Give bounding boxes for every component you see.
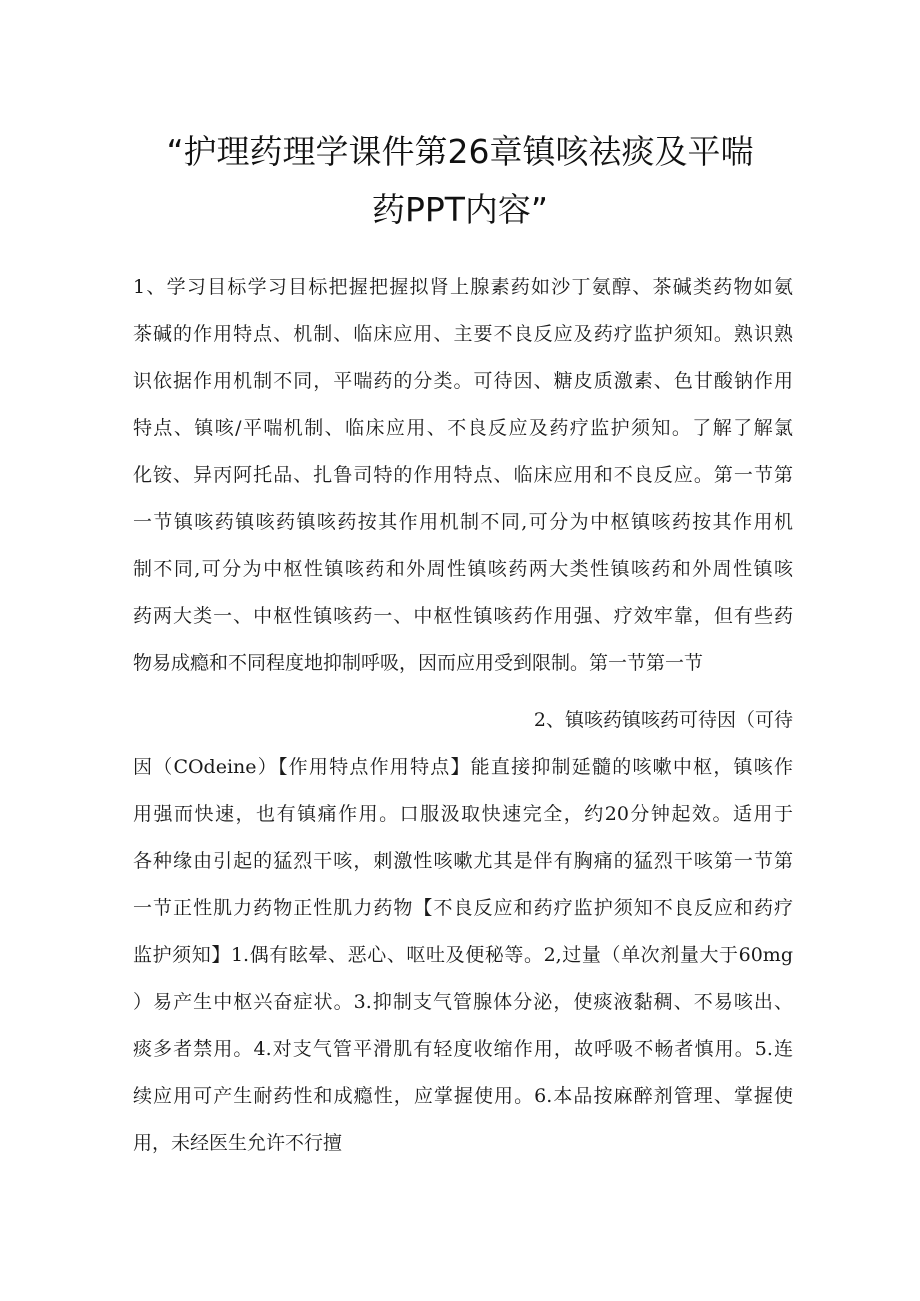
- text-line: 制不同,可分为中枢性镇咳药和外周性镇咳药两大类性镇咳药和外周性镇咳: [133, 558, 793, 580]
- document-title-line-2: 药PPT内容”: [371, 190, 549, 229]
- text-line: 物易成瘾和不同程度地抑制呼吸，因而应用受到限制。第一节第一节: [133, 652, 704, 674]
- text-line: 痰多者禁用。4.对支气管平滑肌有轻度收缩作用，故呼吸不畅者慎用。5.连: [133, 1038, 793, 1060]
- text-line: 2、镇咳药镇咳药可待因（可待: [533, 709, 793, 731]
- text-line: 茶碱的作用特点、机制、临床应用、主要不良反应及药疗监护须知。熟识熟: [133, 323, 793, 345]
- text-line: 监护须知】1.偶有眩晕、恶心、呕吐及便秘等。2,过量（单次剂量大于60mg: [133, 944, 793, 966]
- text-line: 各种缘由引起的猛烈干咳，刺激性咳嗽尤其是伴有胸痛的猛烈干咳第一节第: [133, 850, 793, 872]
- text-line: 1、学习目标学习目标把握把握拟肾上腺素药如沙丁氨醇、茶碱类药物如氨: [133, 276, 793, 298]
- text-line: 用，未经医生允许不行擅: [133, 1132, 343, 1154]
- text-line: 一节镇咳药镇咳药镇咳药按其作用机制不同,可分为中枢镇咳药按其作用机: [133, 511, 793, 533]
- text-line: 特点、镇咳/平喘机制、临床应用、不良反应及药疗监护须知。了解了解氯: [133, 417, 793, 439]
- text-line: 续应用可产生耐药性和成瘾性，应掌握使用。6.本品按麻醉剂管理、掌握使: [133, 1085, 793, 1107]
- text-line: 用强而快速，也有镇痛作用。口服汲取快速完全，约20分钟起效。适用于: [133, 803, 793, 825]
- text-line: ）易产生中枢兴奋症状。3.抑制支气管腺体分泌，使痰液黏稠、不易咳出、: [133, 991, 793, 1013]
- text-line: 因（COdeine）【作用特点作用特点】能直接抑制延髓的咳嗽中枢，镇咳作: [133, 756, 793, 778]
- text-line: 识依据作用机制不同，平喘药的分类。可待因、糖皮质激素、色甘酸钠作用: [133, 370, 793, 392]
- text-line: 化铵、异丙阿托品、扎鲁司特的作用特点、临床应用和不良反应。第一节第: [133, 464, 793, 486]
- text-line: 一节正性肌力药物正性肌力药物【不良反应和药疗监护须知不良反应和药疗: [133, 897, 793, 919]
- text-line: 药两大类一、中枢性镇咳药一、中枢性镇咳药作用强、疗效牢靠，但有些药: [133, 605, 793, 627]
- document-title-line-1: “护理药理学课件第26章镇咳祛痰及平喘: [166, 132, 754, 171]
